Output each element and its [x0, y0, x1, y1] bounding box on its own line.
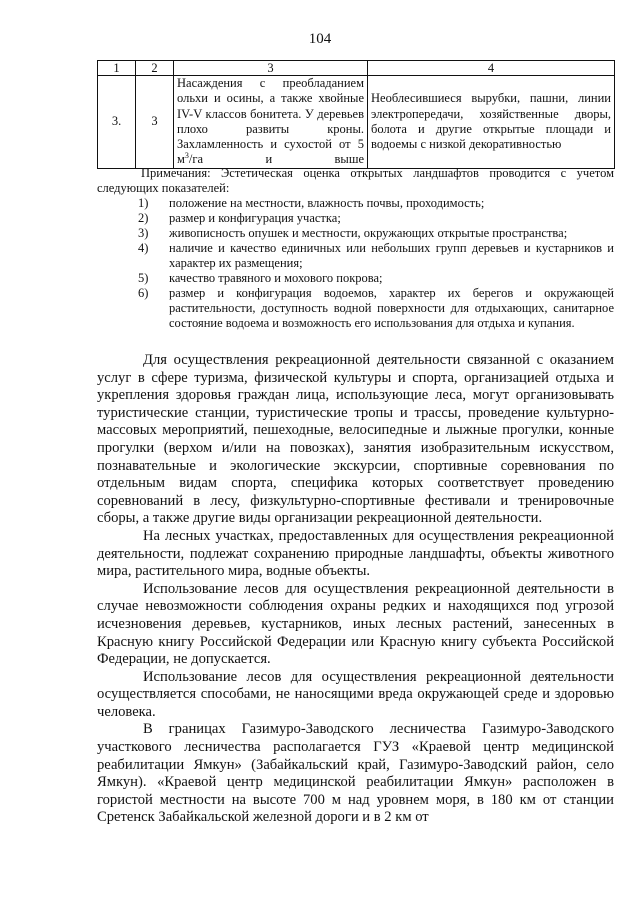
list-item: [97, 286, 614, 331]
stand-description-text: Насаждения с преобладанием ольхи и осины, а также хвойные IV-V классов бонитета. У деревьев плохо развиты кроны. Захламленность и сухостой от 5 м: [177, 76, 364, 167]
paragraph-red-book: Использование лесов для осуществления рекреационной деятельности в случае невозможности соблюдения охраны редких и находящихся под угрозой исчезновения деревьев, кустарников, иных лесных растений, занесенных в Красную книгу Российской Федерации или Красную книгу субъекта Российской Федерации, не допускается.: [97, 580, 614, 668]
list-item-text: живописность опушек и местности, окружающих открытые пространства;: [169, 226, 568, 240]
stand-description-tail: /га и выше: [188, 152, 364, 167]
list-item: [97, 241, 614, 271]
cubic-superscript: 3: [184, 151, 189, 161]
paragraph-yamkun-center: В границах Газимуро-Заводского лесничества Газимуро-Заводского участкового лесничества располагается ГУЗ «Краевой центр медицинской реабилитации Ямкун» (Забайкальский край, Газимуро-Заводский район, село Ямкун). «Краевой центр медицинской реабилитации Ямкун» расположен в гористой местности на высоте 700 м над уровнем моря, в 180 км от станции Сретенск Забайкальской железной дороги и в 2 км от: [97, 721, 614, 826]
paragraph-recreation-activities: Для осуществления рекреационной деятельности связанной с оказанием услуг в сфере туризма, физической культуры и спорта, организацией отдыха и укрепления здоровья граждан лица, использующие леса, могут организовывать туристические станции, туристические тропы и трассы, проведение культурно-массовых мероприятий, пешеходные, велосипедные и лыжные прогулки, конные прогулки (верхом и/или на повозках), занятия изобразительным искусством, познавательные и экологические экскурсии, спортивные соревнования по отдельным видам спорта, специфика которых соответствует проведению соревнований в лесу, физкультурно-спортивные фестивали и тренировочные сборы, а также другие виды организации рекреационной деятельности.: [97, 352, 614, 527]
body-text: [97, 352, 614, 827]
list-item-number: 4): [138, 241, 149, 255]
paragraph-preservation: На лесных участках, предоставленных для осуществления рекреационной деятельности, подлежат сохранению природные ландшафты, объекты животного мира, растительного мира, водные объекты.: [97, 527, 614, 580]
list-item-number: 1): [138, 196, 149, 210]
header-cell: 3: [174, 61, 368, 76]
list-item: [97, 271, 614, 286]
stand-description-cell: [174, 76, 368, 169]
header-cell: 4: [368, 61, 615, 76]
list-item-number: 2): [138, 211, 149, 225]
notes-intro: Примечания: Эстетическая оценка открытых ландшафтов проводится с учетом следующих показателей:: [97, 166, 614, 195]
list-item-text: положение на местности, влажность почвы, проходимость;: [169, 196, 485, 210]
open-landscape-cell: Необлесившиеся вырубки, пашни, линии электропередачи, хозяйственные дворы, болота и другие открытые площади и водоемы с низкой декоративностью: [368, 76, 615, 169]
notes-block: [97, 166, 614, 331]
list-item: [97, 211, 614, 226]
list-item-text: размер и конфигурация участка;: [169, 211, 341, 225]
list-item-text: размер и конфигурация водоемов, характер их берегов и окружающей растительности, доступность водной поверхности для отдыхающих, санитарное состояние водоема и возможность его использования для отдыха и купания.: [169, 286, 614, 330]
list-item-number: 3): [138, 226, 149, 240]
row-number-cell: 3.: [98, 76, 136, 169]
list-item: [97, 196, 614, 211]
list-item: [97, 226, 614, 241]
landscape-table: [97, 60, 615, 169]
header-cell: 1: [98, 61, 136, 76]
header-cell: 2: [136, 61, 174, 76]
class-cell: 3: [136, 76, 174, 169]
notes-list: [97, 196, 614, 331]
list-item-number: 5): [138, 271, 149, 285]
page-number: 104: [308, 31, 332, 47]
list-item-text: качество травяного и мохового покрова;: [169, 271, 383, 285]
table-row: [98, 76, 615, 169]
table-header-row: [98, 61, 615, 76]
list-item-number: 6): [138, 286, 149, 300]
paragraph-methods: Использование лесов для осуществления рекреационной деятельности осуществляется способами, не наносящими вреда окружающей среде и здоровью человека.: [97, 668, 614, 720]
list-item-text: наличие и качество единичных или небольших групп деревьев и кустарников и характер их размещения;: [169, 241, 614, 270]
